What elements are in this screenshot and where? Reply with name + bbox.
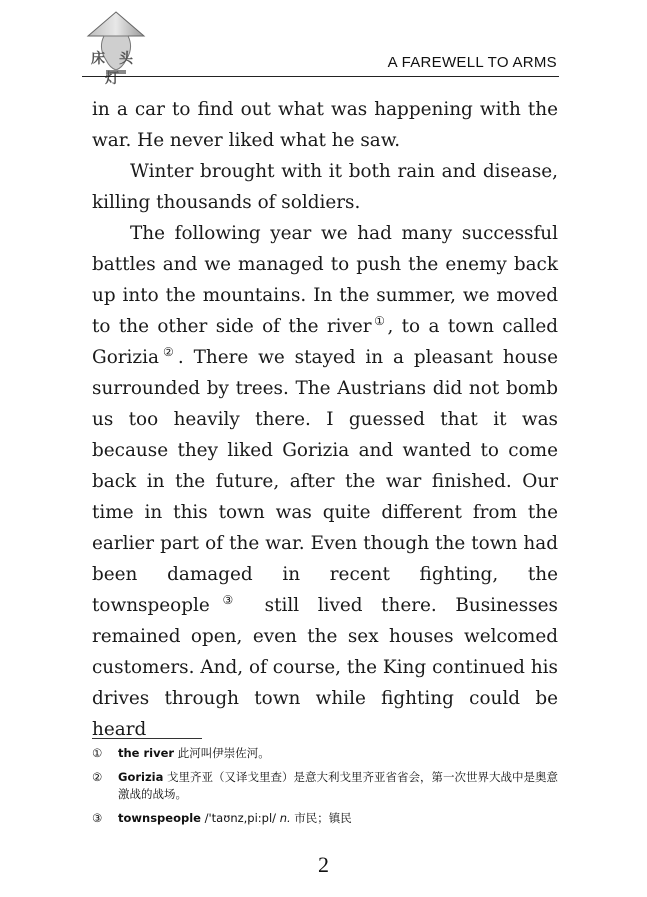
footnote-ref-2[interactable]: ② <box>158 345 178 359</box>
footnote-term: the river <box>118 746 175 760</box>
footnote-mark: ② <box>92 770 103 784</box>
footnote-ref-3[interactable]: ③ <box>209 593 247 607</box>
footnote-pronunciation: /'taʊnz,pi:pl/ <box>200 811 280 825</box>
paragraph-3-part-d: still lived there. Businesses remained open, even the sex houses welcomed customers. And, of course, the King continued his drives through town while fighting could be heard <box>92 595 558 740</box>
paragraph-3-part-a: The following year we had many successful battles and we managed to push the enemy back up into the mountains. In the summer, we moved to the other side of the river <box>92 223 558 337</box>
paragraph-3-part-c: . There we stayed in a pleasant house surrounded by trees. The Austrians did not bomb us too heavily there. I guessed that it was because they liked Gorizia and wanted to come back in the future, after the war finished. Our time in this town was quite different from the earlier part of the war. Even though the town had been damaged in recent fighting, the townspeople <box>92 347 558 616</box>
footnote-term: townspeople <box>118 811 201 825</box>
paragraph-1: in a car to find out what was happening with the war. He never liked what he saw. <box>92 99 558 151</box>
footnote-2 <box>92 769 558 803</box>
footnote-rule <box>92 738 202 739</box>
footnote-1 <box>92 745 558 762</box>
footnote-ref-1[interactable]: ① <box>371 314 388 328</box>
footnote-term: Gorizia <box>118 770 164 784</box>
logo-text: 床头灯 <box>91 51 147 87</box>
footnote-text: 此河叫伊崇佐河。 <box>174 746 270 760</box>
footnotes <box>92 745 558 834</box>
paragraph-3 <box>92 218 558 745</box>
footnote-mark: ① <box>92 746 103 760</box>
header-rule <box>82 76 559 77</box>
lamp-logo <box>76 10 156 87</box>
footnote-text: 戈里齐亚（又译戈里查）是意大利戈里齐亚省省会，第一次世界大战中是奥意激战的战场。 <box>118 770 559 801</box>
body-text <box>92 94 558 745</box>
footnote-text: 市民；镇民 <box>290 811 352 825</box>
page-number: 2 <box>318 852 329 877</box>
paragraph-3-part-b: , to a town called Gorizia <box>92 316 558 368</box>
running-title: A FAREWELL TO ARMS <box>387 54 557 71</box>
footnote-part-of-speech: n. <box>279 811 291 825</box>
page-header <box>0 0 647 87</box>
paragraph-2: Winter brought with it both rain and disease, killing thousands of soldiers. <box>92 161 558 213</box>
footnote-mark: ③ <box>92 811 103 825</box>
footnote-3 <box>92 810 558 827</box>
